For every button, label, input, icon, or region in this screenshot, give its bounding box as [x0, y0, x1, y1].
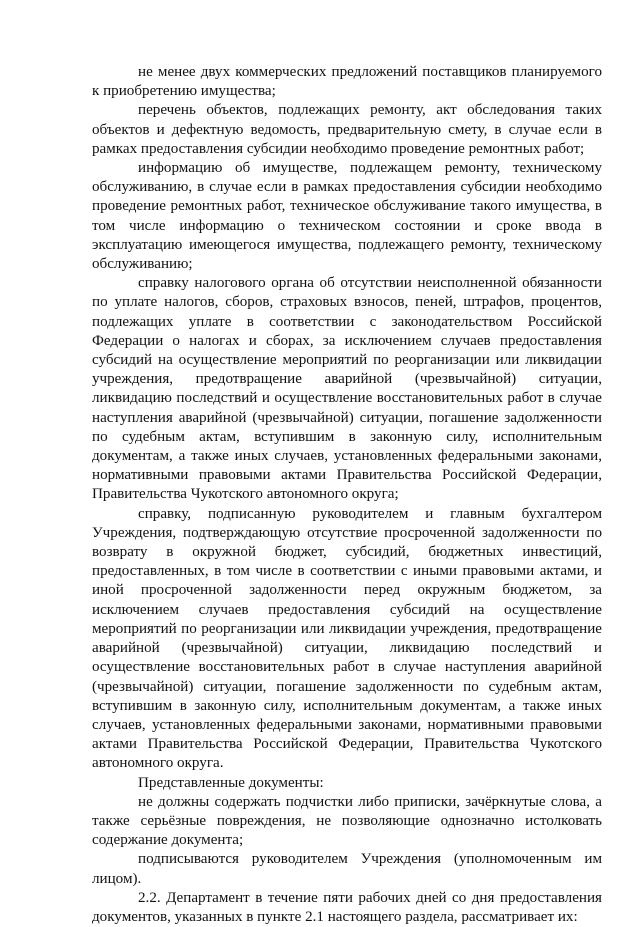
paragraph-debt-certificate: справку, подписанную руководителем и главным бухгалтером Учреждения, подтверждающую отсутствие просроченной задолженности по возврату в окружной бюджет, субсидий, бюджетных инвестиций, предоставленных, в том числе в соответствии с иными правовыми актами, и иной просроченной задолженности перед окружным бюджетом, за исключением случаев предоставления субсидий на осуществление мероприятий по реорганизации или ликвидации учреждения, предотвращение аварийной (чрезвычайной) ситуации, ликвидацию последствий и осуществление восстановительных работ в случае наступления аварийной (чрезвычайной) ситуации, погашение задолженности по судебным актам, вступившим в законную силу, исполнительным документам, а также иных случаев, установленных федеральными законами, нормативными правовыми актами Правительства Российской Федерации, Правительства Чукотского автономного округа.: [92, 505, 602, 772]
paragraph-section-2-2: 2.2. Департамент в течение пяти рабочих дней со дня предоставления документов, указанных в пункте 2.1 настоящего раздела, рассматривает их:: [92, 889, 602, 925]
paragraph-signed-by-head: подписываются руководителем Учреждения (уполномоченным им лицом).: [92, 851, 602, 887]
document-body: [92, 63, 602, 927]
paragraph-tax-certificate: справку налогового органа об отсутствии неисполненной обязанности по уплате налогов, сборов, страховых взносов, пеней, штрафов, процентов, подлежащих уплате в соответствии с законодательством Российской Федерации о налогах и сборах, за исключением случаев предоставления субсидий на осуществление мероприятий по реорганизации или ликвидации учреждения, предотвращение аварийной (чрезвычайной) ситуации, ликвидацию последствий и осуществление восстановительных работ в случае наступления аварийной (чрезвычайной) ситуации, погашение задолженности по судебным актам, вступившим в законную силу, исполнительным документам, а также иных случаев, установленных федеральными законами, нормативными правовыми актами Правительства Российской Федерации, Правительства Чукотского автономного округа;: [92, 275, 602, 503]
paragraph-no-corrections: не должны содержать подчистки либо приписки, зачёркнутые слова, а также серьёзные повреждения, не позволяющие однозначно истолковать содержание документа;: [92, 793, 602, 849]
paragraph-commercial-offers: не менее двух коммерческих предложений поставщиков планируемого к приобретению имущества;: [92, 64, 602, 100]
paragraph-property-info: информацию об имуществе, подлежащем ремонту, техническому обслуживанию, в случае если в рамках предоставления субсидии необходимо проведение ремонтных работ, техническое обслуживание такого имущества, в том числе информацию о техническом состоянии и сроке ввода в эксплуатацию имеющегося имущества, подлежащего ремонту, техническому обслуживанию;: [92, 160, 602, 273]
paragraph-repair-list: перечень объектов, подлежащих ремонту, акт обследования таких объектов и дефектную ведомость, предварительную смету, в случае если в рамках предоставления субсидии необходимо проведение ремонтных работ;: [92, 102, 602, 157]
paragraph-submitted-documents: Представленные документы:: [138, 774, 324, 791]
